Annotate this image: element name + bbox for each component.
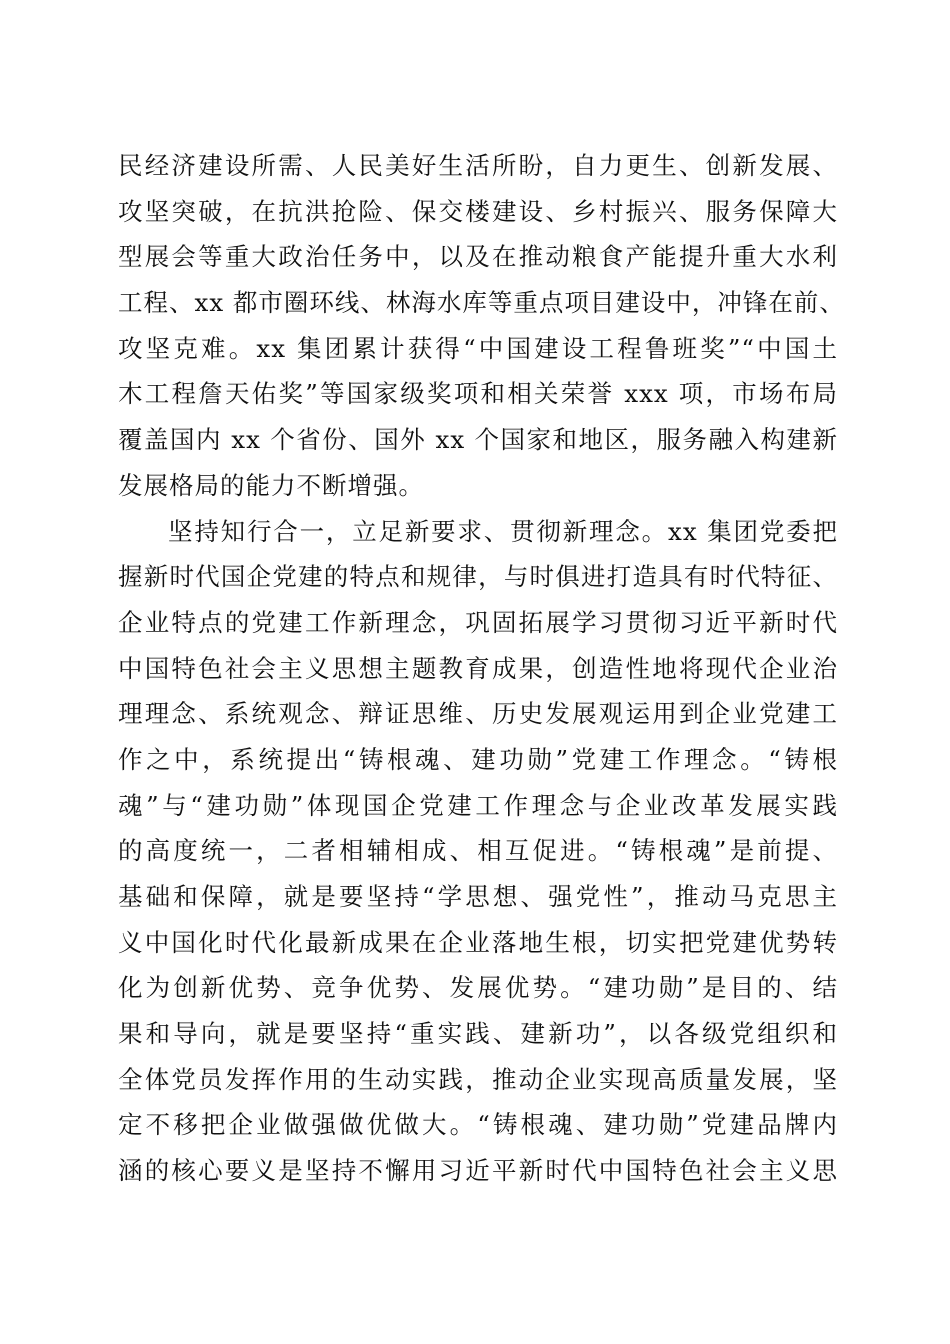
paragraph-2-line-7: 魂”与“建功勋”体现国企党建工作理念与企业改革发展实践 [118, 790, 838, 820]
paragraph-2-line-15: 涵的核心要义是坚持不懈用习近平新时代中国特色社会主义思 [118, 1156, 838, 1186]
paragraph-2-line-13: 全体党员发挥作用的生动实践，推动企业实现高质量发展，坚 [118, 1064, 838, 1094]
paragraph-2-line-12: 果和导向，就是要坚持“重实践、建新功”，以各级党组织和 [118, 1019, 838, 1049]
paragraph-1-line-1: 民经济建设所需、人民美好生活所盼，自力更生、创新发展、 [118, 151, 838, 180]
paragraph-2-line-5: 理理念、系统观念、辩证思维、历史发展观运用到企业党建工 [118, 699, 838, 729]
paragraph-2-line-10: 义中国化时代化最新成果在企业落地生根，切实把党建优势转 [118, 927, 838, 957]
paragraph-2-line-3: 企业特点的党建工作新理念，巩固拓展学习贯彻习近平新时代 [118, 607, 838, 637]
paragraph-2-line-11: 化为创新优势、竞争优势、发展优势。“建功勋”是目的、结 [118, 973, 838, 1003]
paragraph-2-line-8: 的高度统一，二者相辅相成、相互促进。“铸根魂”是前提、 [118, 836, 838, 866]
paragraph-1-line-7: 覆盖国内 xx 个省份、国外 xx 个国家和地区，服务融入构建新 [118, 425, 838, 455]
paragraph-2-line-1: 坚持知行合一，立足新要求、贯彻新理念。xx 集团党委把 [168, 516, 838, 546]
paragraph-1-line-4: 工程、xx 都市圈环线、林海水库等重点项目建设中，冲锋在前、 [118, 288, 845, 318]
body-text [118, 143, 845, 1194]
paragraph-1-line-5: 攻坚克难。xx 集团累计获得“中国建设工程鲁班奖”“中国土 [118, 333, 838, 363]
paragraph-2-line-2: 握新时代国企党建的特点和规律，与时俱进打造具有时代特征、 [118, 562, 838, 592]
paragraph-2-line-4: 中国特色社会主义思想主题教育成果，创造性地将现代企业治 [118, 653, 838, 683]
paragraph-1-line-2: 攻坚突破，在抗洪抢险、保交楼建设、乡村振兴、服务保障大 [118, 196, 838, 226]
paragraph-2-line-14: 定不移把企业做强做优做大。“铸根魂、建功勋”党建品牌内 [118, 1110, 838, 1140]
paragraph-1-line-6: 木工程詹天佑奖”等国家级奖项和相关荣誉 xxx 项，市场布局 [118, 379, 838, 409]
paragraph-1-line-8: 发展格局的能力不断增强。 [118, 470, 424, 500]
paragraph-2-line-6: 作之中，系统提出“铸根魂、建功勋”党建工作理念。“铸根 [118, 744, 838, 774]
paragraph-2-line-9: 基础和保障，就是要坚持“学思想、强党性”，推动马克思主 [118, 882, 838, 911]
paragraph-1-line-3: 型展会等重大政治任务中，以及在推动粮食产能提升重大水利 [118, 242, 838, 272]
